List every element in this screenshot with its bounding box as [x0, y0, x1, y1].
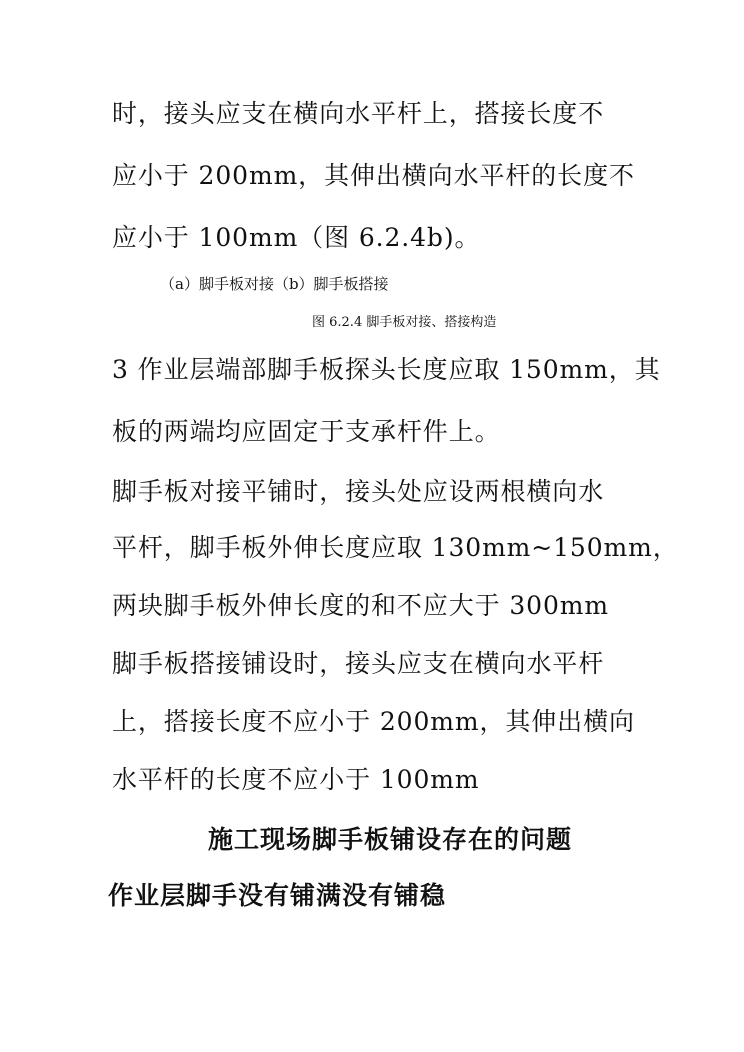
body-text-line: 上，搭接长度不应小于 200mm，其伸出横向 [112, 707, 635, 736]
body-text-line: 板的两端均应固定于支承杆件上。 [112, 417, 501, 446]
body-text-line: 应小于 200mm，其伸出横向水平杆的长度不 [112, 161, 635, 190]
subheading: 作业层脚手没有铺满没有铺稳 [108, 881, 447, 910]
body-text-line: 3 作业层端部脚手板探头长度应取 150mm，其 [112, 355, 661, 384]
body-text-line: 脚手板对接平铺时，接头处应设两根横向水 [112, 477, 605, 506]
body-text-line: 脚手板搭接铺设时，接头应支在横向水平杆 [112, 649, 605, 678]
figure-subcaption: （a）脚手板对接（b）脚手板搭接 [160, 275, 389, 293]
section-heading: 施工现场脚手板铺设存在的问题 [208, 825, 573, 854]
body-text-line: 水平杆的长度不应小于 100mm [112, 765, 480, 794]
figure-caption: 图 6.2.4 脚手板对接、搭接构造 [312, 315, 497, 330]
body-text-line: 平杆，脚手板外伸长度应取 130mm~150mm， [112, 533, 679, 562]
body-text-line: 两块脚手板外伸长度的和不应大于 300mm [112, 591, 609, 620]
body-text-line: 应小于 100mm（图 6.2.4b)。 [112, 223, 481, 252]
body-text-line: 时，接头应支在横向水平杆上，搭接长度不 [112, 99, 605, 128]
